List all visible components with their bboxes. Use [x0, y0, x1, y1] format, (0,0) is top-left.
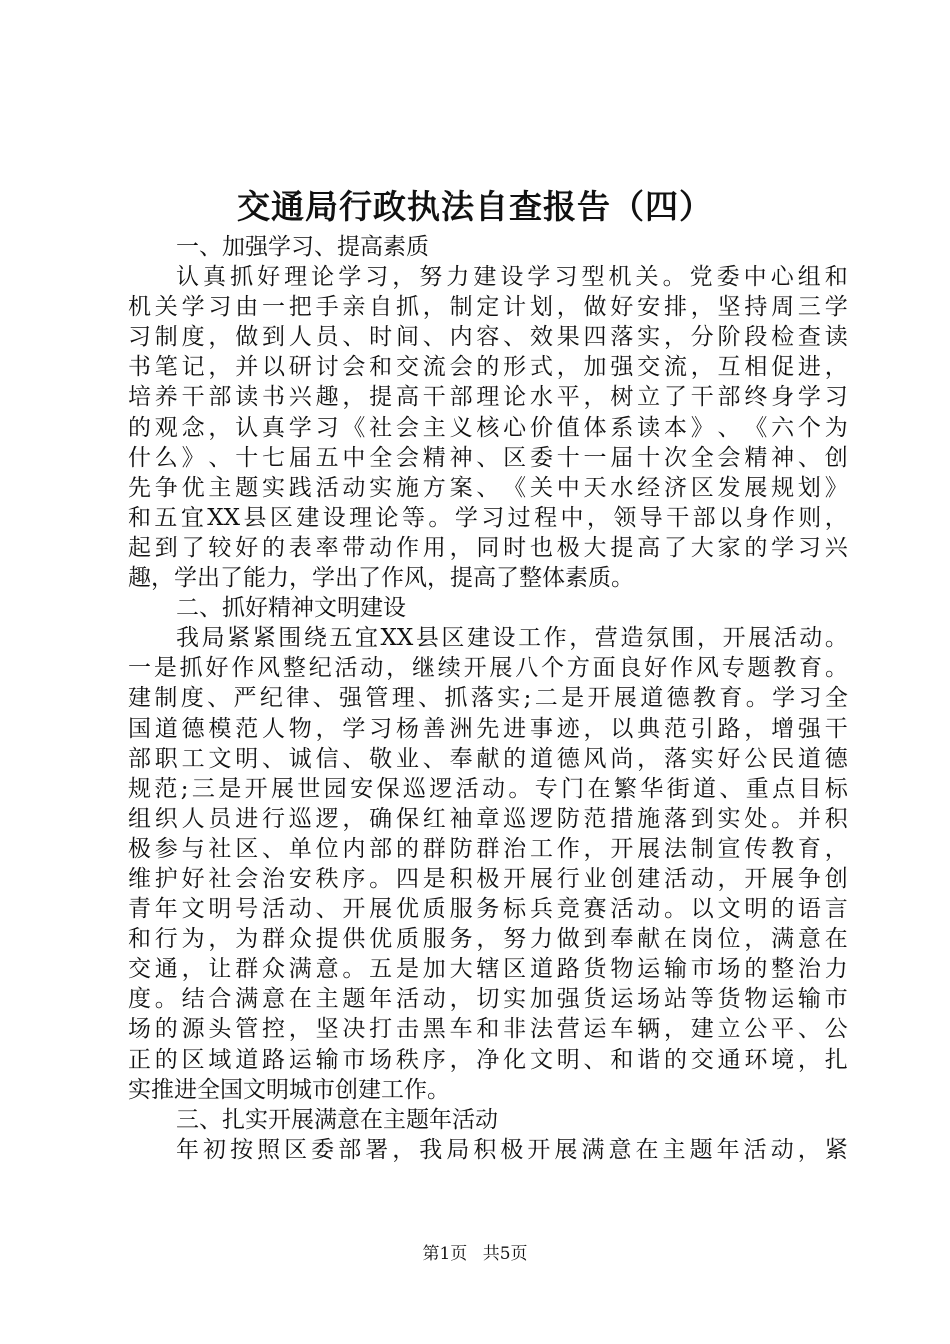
paragraph-line: 趣，学出了能力，学出了作风，提高了整体素质。 — [128, 565, 634, 592]
page-footer — [0, 1244, 950, 1264]
section-heading: 三、扎实开展满意在主题年活动 — [176, 1106, 498, 1133]
paragraph-line: 什 么 》 、 十 七 届 五 中 全 会 精 神 、 区 委 十 一 届 十 次 全 会 精 神 、 创 — [128, 444, 848, 471]
paragraph-line: 和 五 宜 XX 县 区 建 设 理 论 等 。 学 习 过 程 中 ， 领 导 干 部 以 身 作 则 ， — [128, 504, 848, 531]
paragraph-line: 交 通 ， 让 群 众 满 意 。 五 是 加 大 辖 区 道 路 货 物 运 输 市 场 的 整 治 力 — [128, 956, 848, 983]
paragraph-line: 机 关 学 习 由 一 把 手 亲 自 抓 ， 制 定 计 划 ， 做 好 安 排 ， 坚 持 周 三 学 — [128, 294, 848, 321]
paragraph-line: 习 制 度 ， 做 到 人 员 、 时 间 、 内 容 、 效 果 四 落 实 ， 分 阶 段 检 查 读 — [128, 324, 848, 351]
paragraph-line: 培 养 干 部 读 书 兴 趣 ， 提 高 干 部 理 论 水 平 ， 树 立 了 干 部 终 身 学 习 — [128, 384, 848, 411]
paragraph-line: 度 。 结 合 满 意 在 主 题 年 活 动 ， 切 实 加 强 货 运 场 站 等 货 物 运 输 市 — [128, 986, 848, 1013]
paragraph-line: 场 的 源 头 管 控 ， 坚 决 打 击 黑 车 和 非 法 营 运 车 辆 ， 建 立 公 平 、 公 — [128, 1016, 848, 1043]
paragraph-line: 认 真 抓 好 理 论 学 习 ， 努 力 建 设 学 习 型 机 关 。 党 委 中 心 组 和 — [176, 264, 848, 291]
paragraph-line: 和 行 为 ， 为 群 众 提 供 优 质 服 务 ， 努 力 做 到 奉 献 在 岗 位 ， 满 意 在 — [128, 926, 848, 953]
section-heading: 二、抓好精神文明建设 — [176, 595, 406, 622]
page-total: 共5页 — [482, 1244, 528, 1264]
document-body — [128, 232, 848, 1165]
page-number: 第1页 — [422, 1244, 468, 1264]
paragraph-line: 规 范 ; 三 是 开 展 世 园 安 保 巡 逻 活 动 。 专 门 在 繁 华 街 道 、 重 点 目 标 — [128, 775, 848, 802]
paragraph-line: 先 争 优 主 题 实 践 活 动 实 施 方 案 、 《 关 中 天 水 经 济 区 发 展 规 划 》 — [128, 474, 848, 501]
paragraph-line: 组 织 人 员 进 行 巡 逻 ， 确 保 红 袖 章 巡 逻 防 范 措 施 落 到 实 处 。 并 积 — [128, 805, 848, 832]
paragraph-line: 实推进全国文明城市创建工作。 — [128, 1076, 450, 1103]
section-heading: 一、加强学习、提高素质 — [176, 234, 429, 260]
paragraph-line: 书 笔 记 ， 并 以 研 讨 会 和 交 流 会 的 形 式 ， 加 强 交 流 ， 互 相 促 进 ， — [128, 354, 848, 381]
paragraph-line: 的 观 念 ， 认 真 学 习 《 社 会 主 义 核 心 价 值 体 系 读 本 》 、 《 六 个 为 — [128, 414, 848, 441]
document-title: 交通局行政执法自查报告（四） — [237, 187, 713, 226]
paragraph-line: 一 是 抓 好 作 风 整 纪 活 动 ， 继 续 开 展 八 个 方 面 良 好 作 风 专 题 教 育 。 — [128, 655, 848, 682]
paragraph-line: 国 道 德 模 范 人 物 ， 学 习 杨 善 洲 先 进 事 迹 ， 以 典 范 引 路 ， 增 强 干 — [128, 715, 848, 742]
paragraph-line: 部 职 工 文 明 、 诚 信 、 敬 业 、 奉 献 的 道 德 风 尚 ， 落 实 好 公 民 道 德 — [128, 745, 848, 772]
paragraph-line: 我 局 紧 紧 围 绕 五 宜 XX 县 区 建 设 工 作 ， 营 造 氛 围 ， 开 展 活 动 。 — [176, 625, 848, 652]
paragraph-line: 维 护 好 社 会 治 安 秩 序 。 四 是 积 极 开 展 行 业 创 建 活 动 ， 开 展 争 创 — [128, 865, 848, 892]
paragraph-line: 极 参 与 社 区 、 单 位 内 部 的 群 防 群 治 工 作 ， 开 展 法 制 宣 传 教 育 ， — [128, 835, 848, 862]
paragraph-line: 青 年 文 明 号 活 动 、 开 展 优 质 服 务 标 兵 竞 赛 活 动 。 以 文 明 的 语 言 — [128, 896, 848, 923]
paragraph-line: 建 制 度 、 严 纪 律 、 强 管 理 、 抓 落 实 ; 二 是 开 展 道 德 教 育 。 学 习 全 — [128, 685, 848, 712]
paragraph-line: 年 初 按 照 区 委 部 署 ， 我 局 积 极 开 展 满 意 在 主 题 年 活 动 ， 紧 — [176, 1136, 848, 1163]
paragraph-line: 正 的 区 域 道 路 运 输 市 场 秩 序 ， 净 化 文 明 、 和 谐 的 交 通 环 境 ， 扎 — [128, 1046, 848, 1073]
paragraph-line: 起 到 了 较 好 的 表 率 带 动 作 用 ， 同 时 也 极 大 提 高 了 大 家 的 学 习 兴 — [128, 534, 848, 561]
